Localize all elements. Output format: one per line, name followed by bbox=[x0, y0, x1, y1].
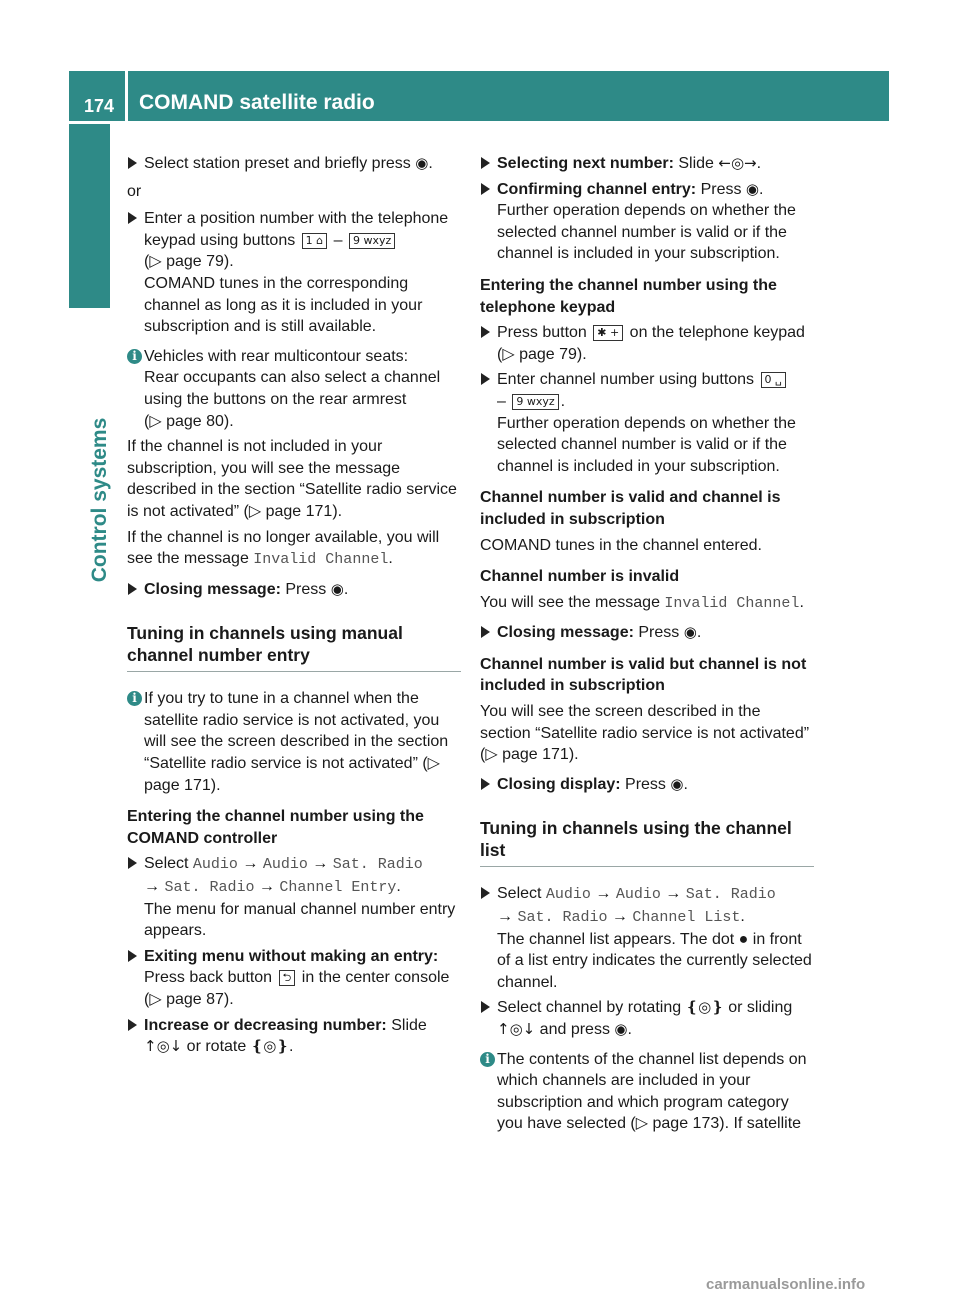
step-closing-display: Closing display: Press ◉. bbox=[480, 774, 814, 796]
bullet-arrow-icon bbox=[481, 778, 490, 790]
controller-rotate-icon: ❴◎❵ bbox=[685, 998, 724, 1017]
controller-slide-up-down-icon: ↑◎↓ bbox=[497, 1020, 536, 1038]
info-icon: i bbox=[127, 349, 142, 364]
bullet-arrow-icon bbox=[481, 157, 490, 169]
bullet-arrow-icon bbox=[481, 1001, 490, 1013]
side-tab-block bbox=[69, 124, 110, 308]
bullet-arrow-icon bbox=[128, 212, 137, 224]
controller-press-icon: ◉ bbox=[330, 579, 344, 598]
info-icon: i bbox=[127, 691, 142, 706]
page-ref: (▷ page 79). bbox=[144, 253, 234, 271]
bullet-arrow-icon bbox=[481, 183, 490, 195]
controller-press-icon: ◉ bbox=[415, 154, 429, 172]
step-closing-message: Closing message: Press ◉. bbox=[127, 579, 461, 601]
dot-icon: ● bbox=[738, 930, 749, 948]
para-not-included-2: You will see the screen described in the section “Satellite radio service is not activated” (▷ page 171). bbox=[480, 703, 810, 764]
controller-press-icon: ◉ bbox=[614, 1020, 628, 1038]
bullet-arrow-icon bbox=[128, 1019, 137, 1031]
key-1: 1 ⌂ bbox=[302, 233, 327, 249]
step-select-channel-list: Select Audio → Audio → Sat. Radio → Sat. Radio → Channel List. The channel list appears. The dot ● in front of a list entry indicates the currently selected channel. bbox=[480, 883, 814, 993]
bullet-arrow-icon bbox=[128, 583, 137, 595]
key-9: 9 wxyz bbox=[512, 394, 558, 410]
heading-channel-list: Tuning in channels using the channel list bbox=[480, 817, 814, 867]
subheading-valid: Channel number is valid and channel is included in subscription bbox=[480, 489, 781, 528]
info-rear-seats: i Vehicles with rear multicontour seats: Rear occupants can also select a channel using the buttons on the rear armrest (▷ page 80). bbox=[127, 346, 461, 432]
controller-slide-up-down-icon: ↑◎↓ bbox=[144, 1037, 183, 1056]
page-title: COMAND satellite radio bbox=[139, 91, 375, 114]
controller-slide-left-right-icon: ←◎→ bbox=[718, 154, 757, 172]
bullet-arrow-icon bbox=[481, 626, 490, 638]
para-not-included: If the channel is not included in your subscription, you will see the message described in the section “Satellite radio service is not activated” (▷ page 171). bbox=[127, 438, 457, 520]
step-enter-channel-number: Enter channel number using buttons 0 ␣ – 9 wxyz . Further operation depends on whether the selected channel number is valid or if the channel is included in your subscription. bbox=[480, 369, 814, 477]
watermark-text: carmanualsonline.info bbox=[706, 1276, 866, 1293]
bullet-arrow-icon bbox=[128, 857, 137, 869]
side-tab-label: Control systems bbox=[88, 417, 111, 583]
step-closing-message-2: Closing message: Press ◉. bbox=[480, 622, 814, 644]
key-star: ✱ + bbox=[593, 325, 623, 341]
step-enter-position: Enter a position number with the telephone keypad using buttons 1 ⌂ – 9 wxyz (▷ page 79). COMAND tunes in the corresponding channel as long as it is included in your subscription and is still available. bbox=[127, 208, 461, 338]
page-number: 174 bbox=[84, 96, 115, 116]
step-select-preset: Select station preset and briefly press ◉. bbox=[127, 153, 461, 175]
step-select-channel-entry: Select Audio → Audio → Sat. Radio → Sat. Radio → Channel Entry. The menu for manual channel number entry appears. bbox=[127, 853, 461, 941]
controller-rotate-icon: ❴◎❵ bbox=[250, 1037, 289, 1056]
bullet-arrow-icon bbox=[128, 157, 137, 169]
controller-press-icon: ◉ bbox=[745, 179, 760, 198]
info-icon: i bbox=[480, 1052, 495, 1067]
or-text: or bbox=[127, 182, 142, 200]
step-increase-decrease: Increase or decreasing number: Slide ↑◎↓ or rotate ❴◎❵. bbox=[127, 1015, 461, 1058]
right-column bbox=[480, 153, 814, 1139]
step-confirm-entry: Confirming channel entry: Press ◉. Further operation depends on whether the selected channel number is valid or if the channel is included in your subscription. bbox=[480, 179, 814, 265]
controller-press-icon: ◉ bbox=[670, 774, 684, 793]
subheading-not-included: Channel number is valid but channel is not included in subscription bbox=[480, 655, 807, 695]
step-next-number: Selecting next number: Slide ←◎→. bbox=[480, 153, 814, 175]
para-not-available: If the channel is no longer available, you will see the message Invalid Channel. bbox=[127, 528, 440, 569]
bullet-arrow-icon bbox=[128, 950, 137, 962]
subheading-keypad: Entering the channel number using the telephone keypad bbox=[480, 276, 777, 316]
heading-manual-entry: Tuning in channels using manual channel number entry bbox=[127, 622, 461, 672]
key-0: 0 ␣ bbox=[761, 372, 786, 388]
back-button-icon: ⮌ bbox=[279, 970, 296, 986]
bullet-arrow-icon bbox=[481, 887, 490, 899]
bullet-arrow-icon bbox=[481, 326, 490, 338]
controller-press-icon: ◉ bbox=[683, 623, 697, 642]
step-press-star: Press button ✱ + on the telephone keypad (▷ page 79). bbox=[480, 322, 814, 365]
info-channel-list: i The contents of the channel list depends on which channels are included in your subscription and which program category you have selected (▷ page 173). If satellite bbox=[480, 1049, 814, 1135]
subheading-controller: Entering the channel number using the COMAND controller bbox=[127, 808, 424, 847]
step-exit-menu: Exiting menu without making an entry: Press back button ⮌ in the center console (▷ page 87). bbox=[127, 946, 461, 1011]
info-not-activated: i If you try to tune in a channel when the satellite radio service is not activated, you will see the screen described in the section “Satellite radio service is not activated” (▷ page 171). bbox=[127, 688, 461, 796]
step-rotate-select: Select channel by rotating ❴◎❵ or sliding ↑◎↓ and press ◉. bbox=[480, 997, 814, 1040]
key-9: 9 wxyz bbox=[349, 233, 395, 249]
para-invalid: You will see the message Invalid Channel. bbox=[480, 593, 804, 612]
bullet-arrow-icon bbox=[481, 373, 490, 385]
subheading-invalid: Channel number is invalid bbox=[480, 568, 680, 586]
left-column bbox=[127, 153, 461, 1062]
para-valid: COMAND tunes in the channel entered. bbox=[480, 536, 762, 554]
header-divider bbox=[125, 71, 128, 121]
